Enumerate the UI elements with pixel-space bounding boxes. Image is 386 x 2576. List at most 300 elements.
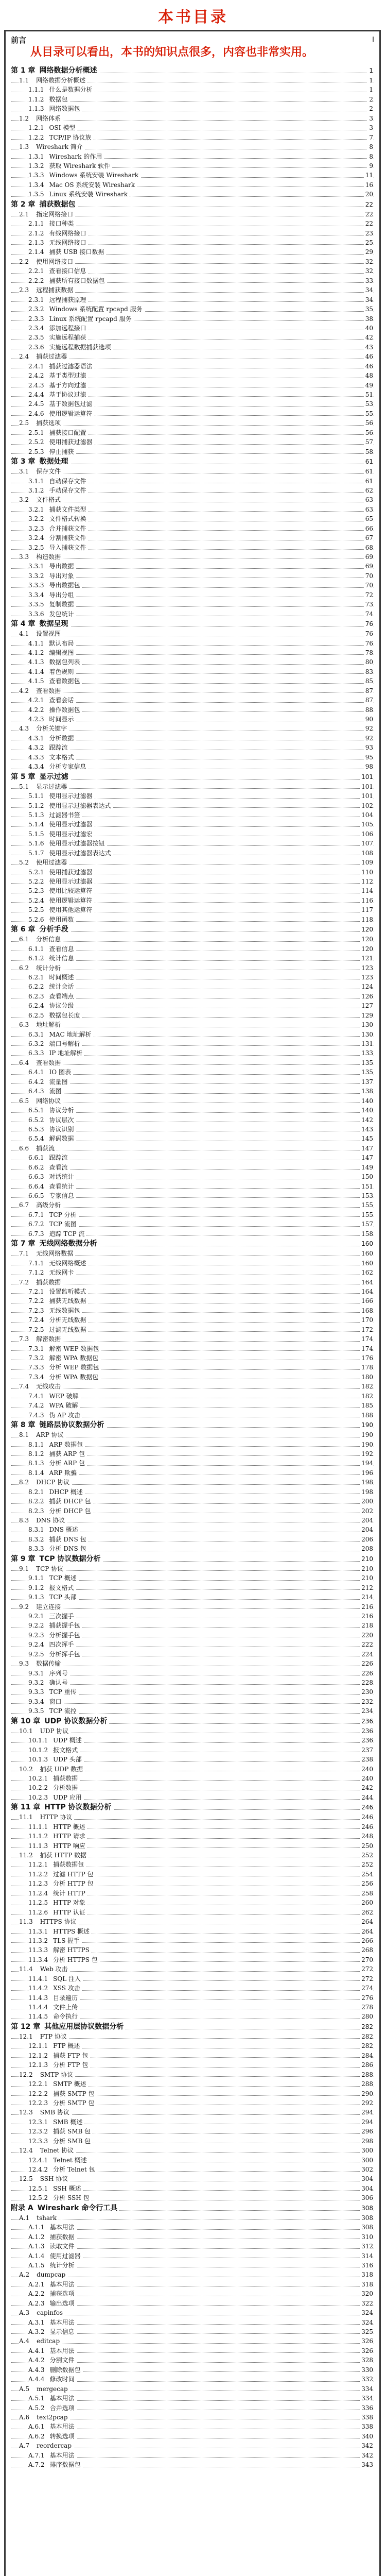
toc-entry[interactable] (11, 1841, 374, 1851)
toc-entry[interactable] (11, 304, 374, 314)
toc-entry[interactable] (11, 543, 374, 552)
toc-entry[interactable] (11, 1001, 374, 1010)
toc-entry[interactable] (11, 486, 374, 495)
entry-label (28, 1392, 81, 1401)
toc-entry[interactable] (11, 590, 374, 600)
toc-entry[interactable] (11, 801, 374, 810)
toc-entry[interactable] (11, 2089, 374, 2098)
toc-entry[interactable] (11, 505, 374, 514)
toc-entry[interactable] (11, 715, 374, 724)
toc-entry[interactable] (11, 1182, 374, 1191)
toc-entry[interactable] (11, 238, 374, 247)
entry-page: 202 (360, 1506, 373, 1516)
entry-title: 合并捕获文件 (49, 524, 86, 532)
toc-entry[interactable] (11, 839, 374, 848)
toc-entry[interactable] (11, 2318, 374, 2327)
entry-label (28, 229, 89, 238)
toc-entry[interactable] (11, 829, 374, 839)
toc-entry[interactable] (11, 2032, 374, 2041)
entry-title: Wireshark 的作用 (49, 152, 102, 160)
toc-entry[interactable] (11, 2070, 374, 2079)
toc-entry[interactable] (11, 1087, 374, 1096)
toc-entry[interactable] (11, 562, 374, 571)
toc-entry[interactable] (11, 2460, 374, 2469)
toc-entry[interactable] (11, 2432, 374, 2441)
toc-entry[interactable] (11, 1144, 374, 1153)
toc-entry[interactable] (11, 1411, 374, 1420)
toc-entry[interactable] (11, 1287, 374, 1296)
toc-entry[interactable] (11, 676, 374, 686)
entry-label (19, 114, 63, 123)
toc-entry[interactable] (11, 1363, 374, 1372)
toc-entry[interactable] (11, 333, 374, 342)
entry-label (28, 743, 70, 752)
toc-entry[interactable] (11, 1011, 374, 1020)
toc-entry[interactable] (11, 944, 374, 954)
toc-entry[interactable] (11, 1325, 374, 1334)
toc-entry[interactable] (11, 1440, 374, 1449)
entry-number: 11.3 (19, 1918, 33, 1926)
toc-entry[interactable] (11, 276, 374, 285)
entry-title: tshark (37, 2214, 57, 2222)
toc-entry[interactable] (11, 2422, 374, 2431)
toc-entry[interactable] (11, 171, 374, 180)
toc-entry[interactable] (11, 639, 374, 648)
entry-number: A.4 (19, 2337, 30, 2345)
toc-entry[interactable] (11, 648, 374, 657)
entry-title: 数据包列表 (49, 658, 80, 666)
toc-entry[interactable] (11, 1249, 374, 1258)
toc-entry[interactable] (11, 1344, 374, 1353)
toc-entry[interactable] (11, 600, 374, 609)
toc-entry[interactable] (11, 1172, 374, 1181)
toc-entry[interactable] (11, 1229, 374, 1239)
toc-entry[interactable] (11, 2003, 374, 2012)
toc-entry[interactable] (11, 1449, 374, 1459)
entry-title: 基于数据包过滤 (49, 400, 93, 408)
toc-entry[interactable] (11, 1048, 374, 1058)
toc-entry[interactable] (11, 820, 374, 829)
entry-page: 174 (360, 1344, 373, 1353)
toc-entry[interactable] (11, 2451, 374, 2460)
toc-entry[interactable] (11, 1296, 374, 1306)
toc-entry[interactable] (11, 219, 374, 228)
entry-page: 118 (360, 915, 373, 924)
toc-entry[interactable] (11, 2127, 374, 2136)
toc-entry[interactable] (11, 2193, 374, 2202)
toc-entry[interactable] (11, 1020, 374, 1029)
toc-entry[interactable] (11, 1945, 374, 1955)
toc-entry[interactable] (11, 905, 374, 914)
toc-entry[interactable] (11, 266, 374, 276)
entry-page: 224 (360, 1650, 373, 1659)
toc-entry[interactable] (11, 2108, 374, 2117)
toc-entry[interactable] (11, 352, 374, 361)
toc-chapter[interactable] (11, 199, 374, 210)
toc-entry[interactable] (11, 123, 374, 132)
entry-page: 336 (360, 2403, 373, 2413)
toc-entry[interactable] (11, 1191, 374, 1200)
toc-entry[interactable] (11, 2174, 374, 2183)
toc-entry[interactable] (11, 514, 374, 523)
toc-entry[interactable] (11, 1210, 374, 1219)
toc-entry[interactable] (11, 1430, 374, 1439)
toc-entry[interactable] (11, 743, 374, 752)
toc-entry[interactable] (11, 2375, 374, 2384)
toc-entry[interactable] (11, 533, 374, 543)
toc-chapter[interactable] (11, 2022, 374, 2032)
toc-entry[interactable] (11, 2251, 374, 2261)
toc-entry[interactable] (11, 696, 374, 705)
toc-entry[interactable] (11, 1067, 374, 1077)
entry-title: 什么是数据分析 (49, 86, 93, 94)
toc-entry[interactable] (11, 1602, 374, 1612)
toc-entry[interactable] (11, 2336, 374, 2346)
toc-entry[interactable] (11, 1755, 374, 1764)
toc-entry[interactable] (11, 2165, 374, 2174)
entry-page: 127 (360, 1001, 373, 1010)
toc-entry[interactable] (11, 2413, 374, 2422)
toc-entry[interactable] (11, 399, 374, 409)
toc-entry[interactable] (11, 1564, 374, 1573)
toc-entry[interactable] (11, 1497, 374, 1506)
toc-entry[interactable] (11, 629, 374, 638)
toc-entry[interactable] (11, 229, 374, 238)
toc-entry[interactable] (11, 285, 374, 295)
toc-entry[interactable] (11, 2137, 374, 2146)
entry-number: 3.3.3 (28, 582, 44, 589)
toc-entry[interactable] (11, 1487, 374, 1497)
toc-entry[interactable] (11, 180, 374, 190)
toc-chapter[interactable] (11, 1239, 374, 1249)
toc-entry[interactable] (11, 1621, 374, 1630)
toc-entry[interactable] (11, 1774, 374, 1783)
toc-chapter[interactable] (11, 772, 374, 782)
toc-entry[interactable] (11, 877, 374, 886)
toc-entry[interactable] (11, 1334, 374, 1344)
toc-entry[interactable] (11, 782, 374, 791)
toc-entry[interactable] (11, 1964, 374, 1974)
toc-entry[interactable] (11, 2384, 374, 2394)
toc-entry[interactable] (11, 896, 374, 905)
toc-entry[interactable] (11, 552, 374, 562)
toc-entry[interactable] (11, 667, 374, 676)
toc-entry[interactable] (11, 1659, 374, 1668)
toc-entry[interactable] (11, 1706, 374, 1716)
toc-entry[interactable] (11, 2270, 374, 2279)
entry-page: 107 (360, 839, 373, 848)
entry-page: 67 (364, 533, 373, 543)
toc-entry[interactable] (11, 390, 374, 399)
toc-entry[interactable] (11, 2060, 374, 2070)
toc-entry[interactable] (11, 657, 374, 667)
toc-entry[interactable] (11, 1993, 374, 2003)
leader-dots (11, 2219, 374, 2220)
toc-entry[interactable] (11, 1077, 374, 1087)
toc-entry[interactable] (11, 571, 374, 581)
toc-entry[interactable] (11, 409, 374, 418)
toc-entry[interactable] (11, 1115, 374, 1125)
toc-entry[interactable] (11, 161, 374, 171)
toc-entry[interactable] (11, 992, 374, 1001)
toc-entry[interactable] (11, 1592, 374, 1602)
toc-entry[interactable] (11, 2223, 374, 2232)
toc-entry[interactable] (11, 1583, 374, 1592)
entry-number: A.4.2 (28, 2357, 45, 2364)
toc-chapter[interactable] (11, 65, 374, 76)
entry-number: 2.3.1 (28, 296, 44, 303)
toc-entry[interactable] (11, 1353, 374, 1363)
toc-entry[interactable] (11, 428, 374, 437)
toc-entry[interactable] (11, 2365, 374, 2375)
toc-entry[interactable] (11, 1917, 374, 1926)
toc-entry[interactable] (11, 85, 374, 94)
toc-entry[interactable] (11, 95, 374, 104)
toc-entry[interactable] (11, 2184, 374, 2193)
toc-entry[interactable] (11, 1039, 374, 1048)
toc-entry[interactable] (11, 1125, 374, 1134)
entry-label (19, 495, 63, 504)
toc-entry[interactable] (11, 868, 374, 877)
entry-title: 统计信息 (49, 955, 74, 962)
preface-label: 前言 (11, 36, 27, 45)
toc-entry[interactable] (11, 705, 374, 715)
toc-entry[interactable] (11, 495, 374, 504)
toc-entry[interactable] (11, 963, 374, 973)
entry-label (28, 1363, 101, 1372)
toc-entry[interactable] (11, 1382, 374, 1391)
toc-entry[interactable] (11, 76, 374, 85)
toc-entry[interactable] (11, 1879, 374, 1888)
toc-entry[interactable] (11, 477, 374, 486)
toc-entry[interactable] (11, 973, 374, 982)
toc-chapter[interactable] (11, 619, 374, 629)
entry-title: 导出数据包 (49, 582, 80, 589)
toc-entry[interactable] (11, 2403, 374, 2413)
toc-entry[interactable] (11, 1153, 374, 1162)
toc-entry[interactable] (11, 724, 374, 733)
toc-entry[interactable] (11, 581, 374, 590)
entry-title: 目录遍历 (53, 1994, 78, 2002)
toc-entry[interactable] (11, 1812, 374, 1822)
toc-entry[interactable] (11, 1927, 374, 1936)
toc-entry[interactable] (11, 362, 374, 371)
entry-number: 7.3.2 (28, 1354, 44, 1362)
toc-entry[interactable] (11, 2232, 374, 2242)
toc-entry[interactable] (11, 2146, 374, 2155)
toc-entry[interactable] (11, 2299, 374, 2308)
toc-entry[interactable] (11, 762, 374, 771)
toc-entry[interactable] (11, 1765, 374, 1774)
toc-entry[interactable] (11, 2051, 374, 2060)
toc-entry[interactable] (11, 2242, 374, 2251)
toc-entry[interactable] (11, 849, 374, 858)
toc-entry[interactable] (11, 1478, 374, 1487)
toc-entry[interactable] (11, 1106, 374, 1115)
entry-page: 1 (367, 76, 373, 85)
entry-label (19, 2413, 70, 2422)
entry-title: IP 地址解析 (49, 1049, 83, 1057)
toc-entry[interactable] (11, 1822, 374, 1832)
toc-entry[interactable] (11, 1315, 374, 1325)
toc-entry[interactable] (11, 686, 374, 696)
toc-entry[interactable] (11, 1401, 374, 1410)
toc-entry[interactable] (11, 1860, 374, 1869)
toc-entry[interactable] (11, 858, 374, 867)
entry-label (19, 1726, 71, 1736)
toc-entry[interactable] (11, 2261, 374, 2270)
toc-entry[interactable] (11, 1268, 374, 1277)
toc-chapter[interactable] (11, 2203, 374, 2213)
toc-entry[interactable] (11, 1832, 374, 1841)
toc-entry[interactable] (11, 1640, 374, 1649)
toc-entry[interactable] (11, 1030, 374, 1039)
toc-entry[interactable] (11, 2156, 374, 2165)
toc-entry[interactable] (11, 1898, 374, 1907)
toc-entry[interactable] (11, 1678, 374, 1687)
entry-label (28, 1640, 76, 1649)
toc-entry[interactable] (11, 1870, 374, 1879)
toc-entry[interactable] (11, 2441, 374, 2450)
toc-entry[interactable] (11, 2079, 374, 2089)
toc-entry[interactable] (11, 1525, 374, 1534)
toc-entry[interactable] (11, 1573, 374, 1583)
toc-entry[interactable] (11, 295, 374, 304)
toc-entry[interactable] (11, 1278, 374, 1287)
toc-entry[interactable] (11, 1687, 374, 1697)
toc-chapter[interactable] (11, 456, 374, 467)
entry-title: 专家信息 (49, 1192, 74, 1199)
toc-entry[interactable] (11, 114, 374, 123)
toc-entry[interactable] (11, 1889, 374, 1898)
entry-number: 3.3.5 (28, 601, 44, 608)
toc-entry[interactable] (11, 2012, 374, 2021)
toc-entry[interactable] (11, 1259, 374, 1268)
toc-entry[interactable] (11, 1200, 374, 1210)
toc-entry[interactable] (11, 467, 374, 476)
toc-entry[interactable] (11, 343, 374, 352)
toc-entry[interactable] (11, 1650, 374, 1659)
toc-chapter[interactable] (11, 1716, 374, 1726)
toc-entry[interactable] (11, 1936, 374, 1945)
toc-entry[interactable] (11, 2280, 374, 2289)
entry-number: 11.2.3 (28, 1880, 48, 1888)
toc-entry[interactable] (11, 2041, 374, 2050)
toc-entry[interactable] (11, 247, 374, 257)
toc-entry[interactable] (11, 2355, 374, 2365)
toc-entry[interactable] (11, 734, 374, 743)
toc-preface[interactable] (11, 35, 374, 46)
toc-entry[interactable] (11, 257, 374, 266)
toc-entry[interactable] (11, 2346, 374, 2355)
toc-entry[interactable] (11, 437, 374, 447)
toc-entry[interactable] (11, 753, 374, 762)
toc-entry[interactable] (11, 1306, 374, 1315)
toc-entry[interactable] (11, 1612, 374, 1621)
toc-entry[interactable] (11, 1984, 374, 1993)
toc-entry[interactable] (11, 210, 374, 219)
toc-chapter[interactable] (11, 924, 374, 935)
toc-entry[interactable] (11, 371, 374, 380)
entry-label (28, 1678, 70, 1687)
entry-title: Wireshark 命令行工具 (37, 2204, 118, 2212)
entry-label (19, 2441, 74, 2450)
toc-entry[interactable] (11, 1908, 374, 1917)
toc-entry[interactable] (11, 2394, 374, 2403)
toc-entry[interactable] (11, 1096, 374, 1106)
toc-entry[interactable] (11, 1726, 374, 1736)
toc-entry[interactable] (11, 915, 374, 924)
toc-entry[interactable] (11, 447, 374, 456)
toc-entry[interactable] (11, 381, 374, 390)
toc-entry[interactable] (11, 935, 374, 944)
toc-entry[interactable] (11, 1974, 374, 1984)
toc-entry[interactable] (11, 1219, 374, 1229)
toc-entry[interactable] (11, 954, 374, 963)
toc-entry[interactable] (11, 1134, 374, 1143)
toc-entry[interactable] (11, 314, 374, 324)
entry-number: 6.4.3 (28, 1088, 44, 1095)
toc-entry[interactable] (11, 609, 374, 619)
toc-entry[interactable] (11, 982, 374, 991)
toc-entry[interactable] (11, 142, 374, 151)
toc-entry[interactable] (11, 1372, 374, 1382)
toc-entry[interactable] (11, 1459, 374, 1468)
toc-entry[interactable] (11, 1468, 374, 1478)
toc-entry[interactable] (11, 1058, 374, 1067)
toc-chapter[interactable] (11, 1802, 374, 1812)
toc-entry[interactable] (11, 886, 374, 895)
entry-title: 捕获流 (36, 1144, 55, 1152)
toc-entry[interactable] (11, 1697, 374, 1706)
toc-entry[interactable] (11, 1535, 374, 1544)
toc-entry[interactable] (11, 2308, 374, 2317)
toc-entry[interactable] (11, 1955, 374, 1964)
toc-entry[interactable] (11, 524, 374, 533)
toc-entry[interactable] (11, 418, 374, 428)
toc-entry[interactable] (11, 1851, 374, 1860)
toc-chapter[interactable] (11, 1554, 374, 1564)
toc-entry[interactable] (11, 1544, 374, 1553)
toc-entry[interactable] (11, 1392, 374, 1401)
toc-entry[interactable] (11, 2098, 374, 2108)
toc-entry[interactable] (11, 1783, 374, 1792)
entry-number: 12.2.3 (28, 2099, 48, 2107)
toc-entry[interactable] (11, 2327, 374, 2336)
toc-entry[interactable] (11, 1745, 374, 1755)
toc-entry[interactable] (11, 791, 374, 801)
toc-entry[interactable] (11, 1163, 374, 1172)
toc-entry[interactable] (11, 1631, 374, 1640)
toc-entry[interactable] (11, 2117, 374, 2127)
toc-entry[interactable] (11, 133, 374, 142)
toc-entry[interactable] (11, 2213, 374, 2223)
toc-chapter[interactable] (11, 1420, 374, 1430)
toc-entry[interactable] (11, 1736, 374, 1745)
toc-entry[interactable] (11, 324, 374, 333)
toc-entry[interactable] (11, 2289, 374, 2298)
entry-page: 76 (364, 639, 373, 648)
toc-entry[interactable] (11, 190, 374, 199)
toc-entry[interactable] (11, 1793, 374, 1802)
toc-entry[interactable] (11, 1506, 374, 1516)
toc-entry[interactable] (11, 1516, 374, 1525)
toc-entry[interactable] (11, 810, 374, 820)
entry-page: 222 (360, 1640, 373, 1649)
toc-entry[interactable] (11, 1669, 374, 1678)
toc-entry[interactable] (11, 104, 374, 113)
toc-entry[interactable] (11, 152, 374, 161)
